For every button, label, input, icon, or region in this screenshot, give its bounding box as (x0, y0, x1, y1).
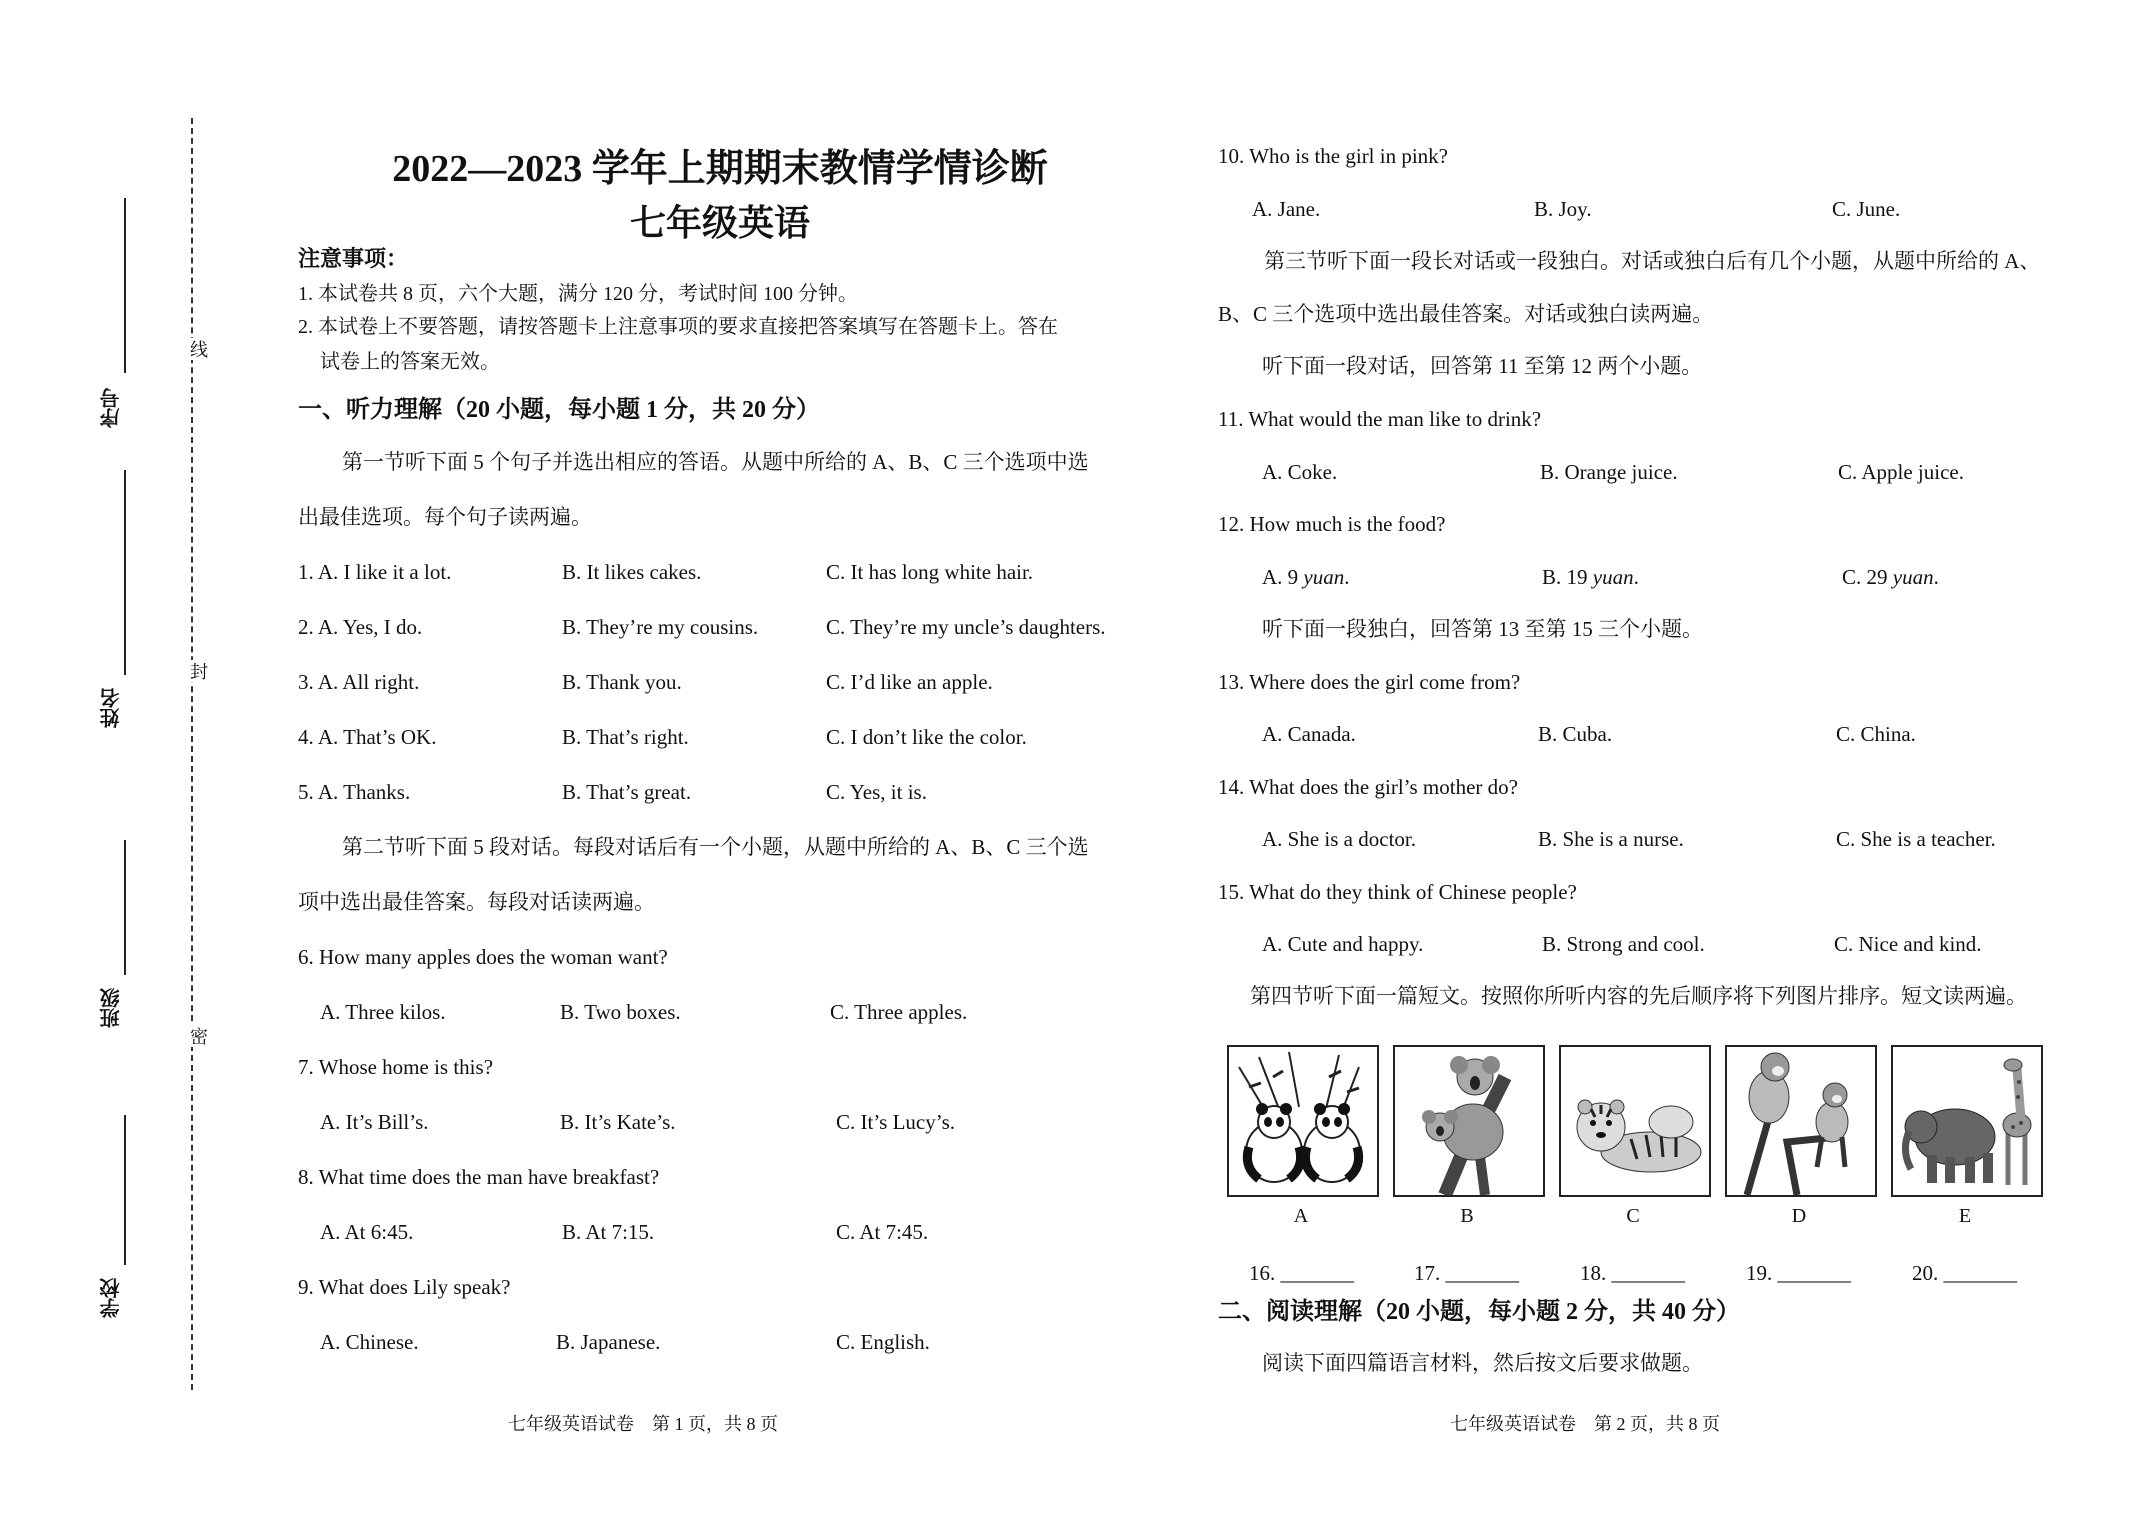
picture-d (1725, 1045, 1877, 1197)
q2-option-b: B. They’re my cousins. (562, 615, 759, 639)
picture-c-label: C (1626, 1205, 1640, 1227)
q3-option-b: B. Thank you. (562, 670, 682, 694)
q9-option-c: C. English. (836, 1330, 930, 1354)
panda-icon (1229, 1047, 1377, 1195)
picture-a-label: A (1293, 1205, 1309, 1227)
q9-option-a: A. Chinese. (320, 1330, 419, 1354)
sec3-intro-line2: B、C 三个选项中选出最佳答案。对话或独白读两遍。 (1218, 302, 1714, 326)
class-line (124, 840, 126, 975)
school-label: 学校 (99, 1278, 123, 1318)
q6-option-b: B. Two boxes. (560, 1000, 681, 1024)
binding-dashed-line (191, 118, 193, 1390)
q12-option-b: B. 19 yuan. (1542, 565, 1639, 589)
sec2-intro-line1: 第二节听下面 5 段对话。每段对话后有一个小题，从题中所给的 A、B、C 三个选 (342, 835, 1089, 859)
q11-option-b: B. Orange juice. (1540, 460, 1678, 484)
q13-option-a: A. Canada. (1262, 722, 1356, 746)
q5-option-a: 5. A. Thanks. (298, 780, 411, 804)
q10-option-a: A. Jane. (1252, 197, 1321, 221)
elephant-giraffe-icon (1893, 1047, 2041, 1195)
q14-stem: 14. What does the girl’s mother do? (1218, 775, 1518, 799)
picture-b (1393, 1045, 1545, 1197)
sec1-intro-line1: 第一节听下面 5 个句子并选出相应的答语。从题中所给的 A、B、C 三个选项中选 (342, 450, 1089, 474)
q7-option-b: B. It’s Kate’s. (560, 1110, 676, 1134)
q14-option-a: A. She is a doctor. (1262, 827, 1416, 851)
q13-option-c: C. China. (1836, 722, 1916, 746)
monkey-icon (1727, 1047, 1875, 1195)
name-line (124, 470, 126, 675)
q13-stem: 13. Where does the girl come from? (1218, 670, 1521, 694)
sec4-intro: 第四节听下面一篇短文。按照你所听内容的先后顺序将下列图片排序。短文读两遍。 (1250, 984, 2027, 1008)
monologue-intro: 听下面一段独白，回答第 13 至第 15 三个小题。 (1262, 617, 1703, 641)
sec2-intro-line2: 项中选出最佳答案。每段对话读两遍。 (298, 890, 655, 914)
page1-footer: 七年级英语试卷 第 1 页，共 8 页 (508, 1414, 778, 1434)
picture-a (1227, 1045, 1379, 1197)
dialog-intro: 听下面一段对话，回答第 11 至第 12 两个小题。 (1262, 354, 1703, 378)
q8-stem: 8. What time does the man have breakfast? (298, 1165, 660, 1189)
q13-option-b: B. Cuba. (1538, 722, 1613, 746)
name-label: 姓名 (99, 688, 123, 728)
tiger-icon (1561, 1047, 1709, 1195)
seal-word-line: 线 (184, 338, 210, 360)
class-label: 班级 (99, 988, 123, 1028)
seat-number-label: 序号 (99, 388, 123, 428)
q15-stem: 15. What do they think of Chinese people? (1218, 880, 1577, 904)
seal-word-secret: 密 (184, 1025, 210, 1047)
part2-heading: 二、阅读理解（20 小题，每小题 2 分，共 40 分） (1218, 1299, 1740, 1325)
q8-option-b: B. At 7:15. (562, 1220, 655, 1244)
q3-option-c: C. I’d like an apple. (826, 670, 993, 694)
picture-d-label: D (1791, 1205, 1807, 1227)
q4-option-c: C. I don’t like the color. (826, 725, 1027, 749)
picture-e-label: E (1958, 1205, 1972, 1227)
answer-blank-17: 17. _______ (1414, 1261, 1519, 1285)
answer-blank-20: 20. _______ (1912, 1261, 2017, 1285)
note-2: 2. 本试卷上不要答题，请按答题卡上注意事项的要求直接把答案填写在答题卡上。答在 (298, 316, 1058, 338)
q7-option-a: A. It’s Bill’s. (320, 1110, 429, 1134)
q14-option-c: C. She is a teacher. (1836, 827, 1996, 851)
sec3-intro-line1: 第三节听下面一段长对话或一段独白。对话或独白后有几个小题，从题中所给的 A、 (1264, 249, 2041, 273)
answer-blank-18: 18. _______ (1580, 1261, 1685, 1285)
q7-option-c: C. It’s Lucy’s. (836, 1110, 955, 1134)
q15-option-c: C. Nice and kind. (1834, 932, 1982, 956)
koala-icon (1395, 1047, 1543, 1195)
answer-blank-16: 16. _______ (1249, 1261, 1354, 1285)
q3-option-a: 3. A. All right. (298, 670, 420, 694)
q11-option-a: A. Coke. (1262, 460, 1338, 484)
q10-option-c: C. June. (1832, 197, 1901, 221)
sec1-intro-line2: 出最佳选项。每个句子读两遍。 (298, 505, 592, 529)
q7-stem: 7. Whose home is this? (298, 1055, 494, 1079)
q6-option-a: A. Three kilos. (320, 1000, 446, 1024)
notes-heading: 注意事项： (298, 246, 409, 271)
picture-e (1891, 1045, 2043, 1197)
q8-option-a: A. At 6:45. (320, 1220, 414, 1244)
q1-option-c: C. It has long white hair. (826, 560, 1034, 584)
seal-word-seal: 封 (184, 660, 210, 682)
q15-option-a: A. Cute and happy. (1262, 932, 1424, 956)
part1-heading: 一、听力理解（20 小题，每小题 1 分，共 20 分） (298, 397, 820, 423)
q12-stem: 12. How much is the food? (1218, 512, 1446, 536)
picture-b-label: B (1460, 1205, 1474, 1227)
q5-option-c: C. Yes, it is. (826, 780, 927, 804)
q4-option-a: 4. A. That’s OK. (298, 725, 437, 749)
q1-option-b: B. It likes cakes. (562, 560, 702, 584)
exam-title: 2022—2023 学年上期期末教情学情诊断 (392, 148, 1048, 190)
q9-option-b: B. Japanese. (556, 1330, 661, 1354)
q14-option-b: B. She is a nurse. (1538, 827, 1684, 851)
school-line (124, 1115, 126, 1265)
picture-c (1559, 1045, 1711, 1197)
q6-option-c: C. Three apples. (830, 1000, 968, 1024)
q5-option-b: B. That’s great. (562, 780, 692, 804)
q1-option-a: 1. A. I like it a lot. (298, 560, 452, 584)
q4-option-b: B. That’s right. (562, 725, 689, 749)
q11-option-c: C. Apple juice. (1838, 460, 1964, 484)
q9-stem: 9. What does Lily speak? (298, 1275, 511, 1299)
q10-stem: 10. Who is the girl in pink? (1218, 144, 1449, 168)
answer-blank-19: 19. _______ (1746, 1261, 1851, 1285)
part2-intro: 阅读下面四篇语言材料，然后按文后要求做题。 (1262, 1351, 1703, 1375)
q15-option-b: B. Strong and cool. (1542, 932, 1705, 956)
q12-option-a: A. 9 yuan. (1262, 565, 1350, 589)
q12-option-c: C. 29 yuan. (1842, 565, 1939, 589)
page2-footer: 七年级英语试卷 第 2 页，共 8 页 (1450, 1414, 1720, 1434)
q2-option-a: 2. A. Yes, I do. (298, 615, 423, 639)
exam-subject: 七年级英语 (629, 203, 810, 243)
q8-option-c: C. At 7:45. (836, 1220, 929, 1244)
note-1: 1. 本试卷共 8 页，六个大题，满分 120 分，考试时间 100 分钟。 (298, 283, 858, 305)
note-2-cont: 试卷上的答案无效。 (320, 351, 500, 373)
q6-stem: 6. How many apples does the woman want? (298, 945, 668, 969)
q10-option-b: B. Joy. (1534, 197, 1592, 221)
seat-number-line (124, 198, 126, 373)
q2-option-c: C. They’re my uncle’s daughters. (826, 615, 1106, 639)
q11-stem: 11. What would the man like to drink? (1218, 407, 1542, 431)
